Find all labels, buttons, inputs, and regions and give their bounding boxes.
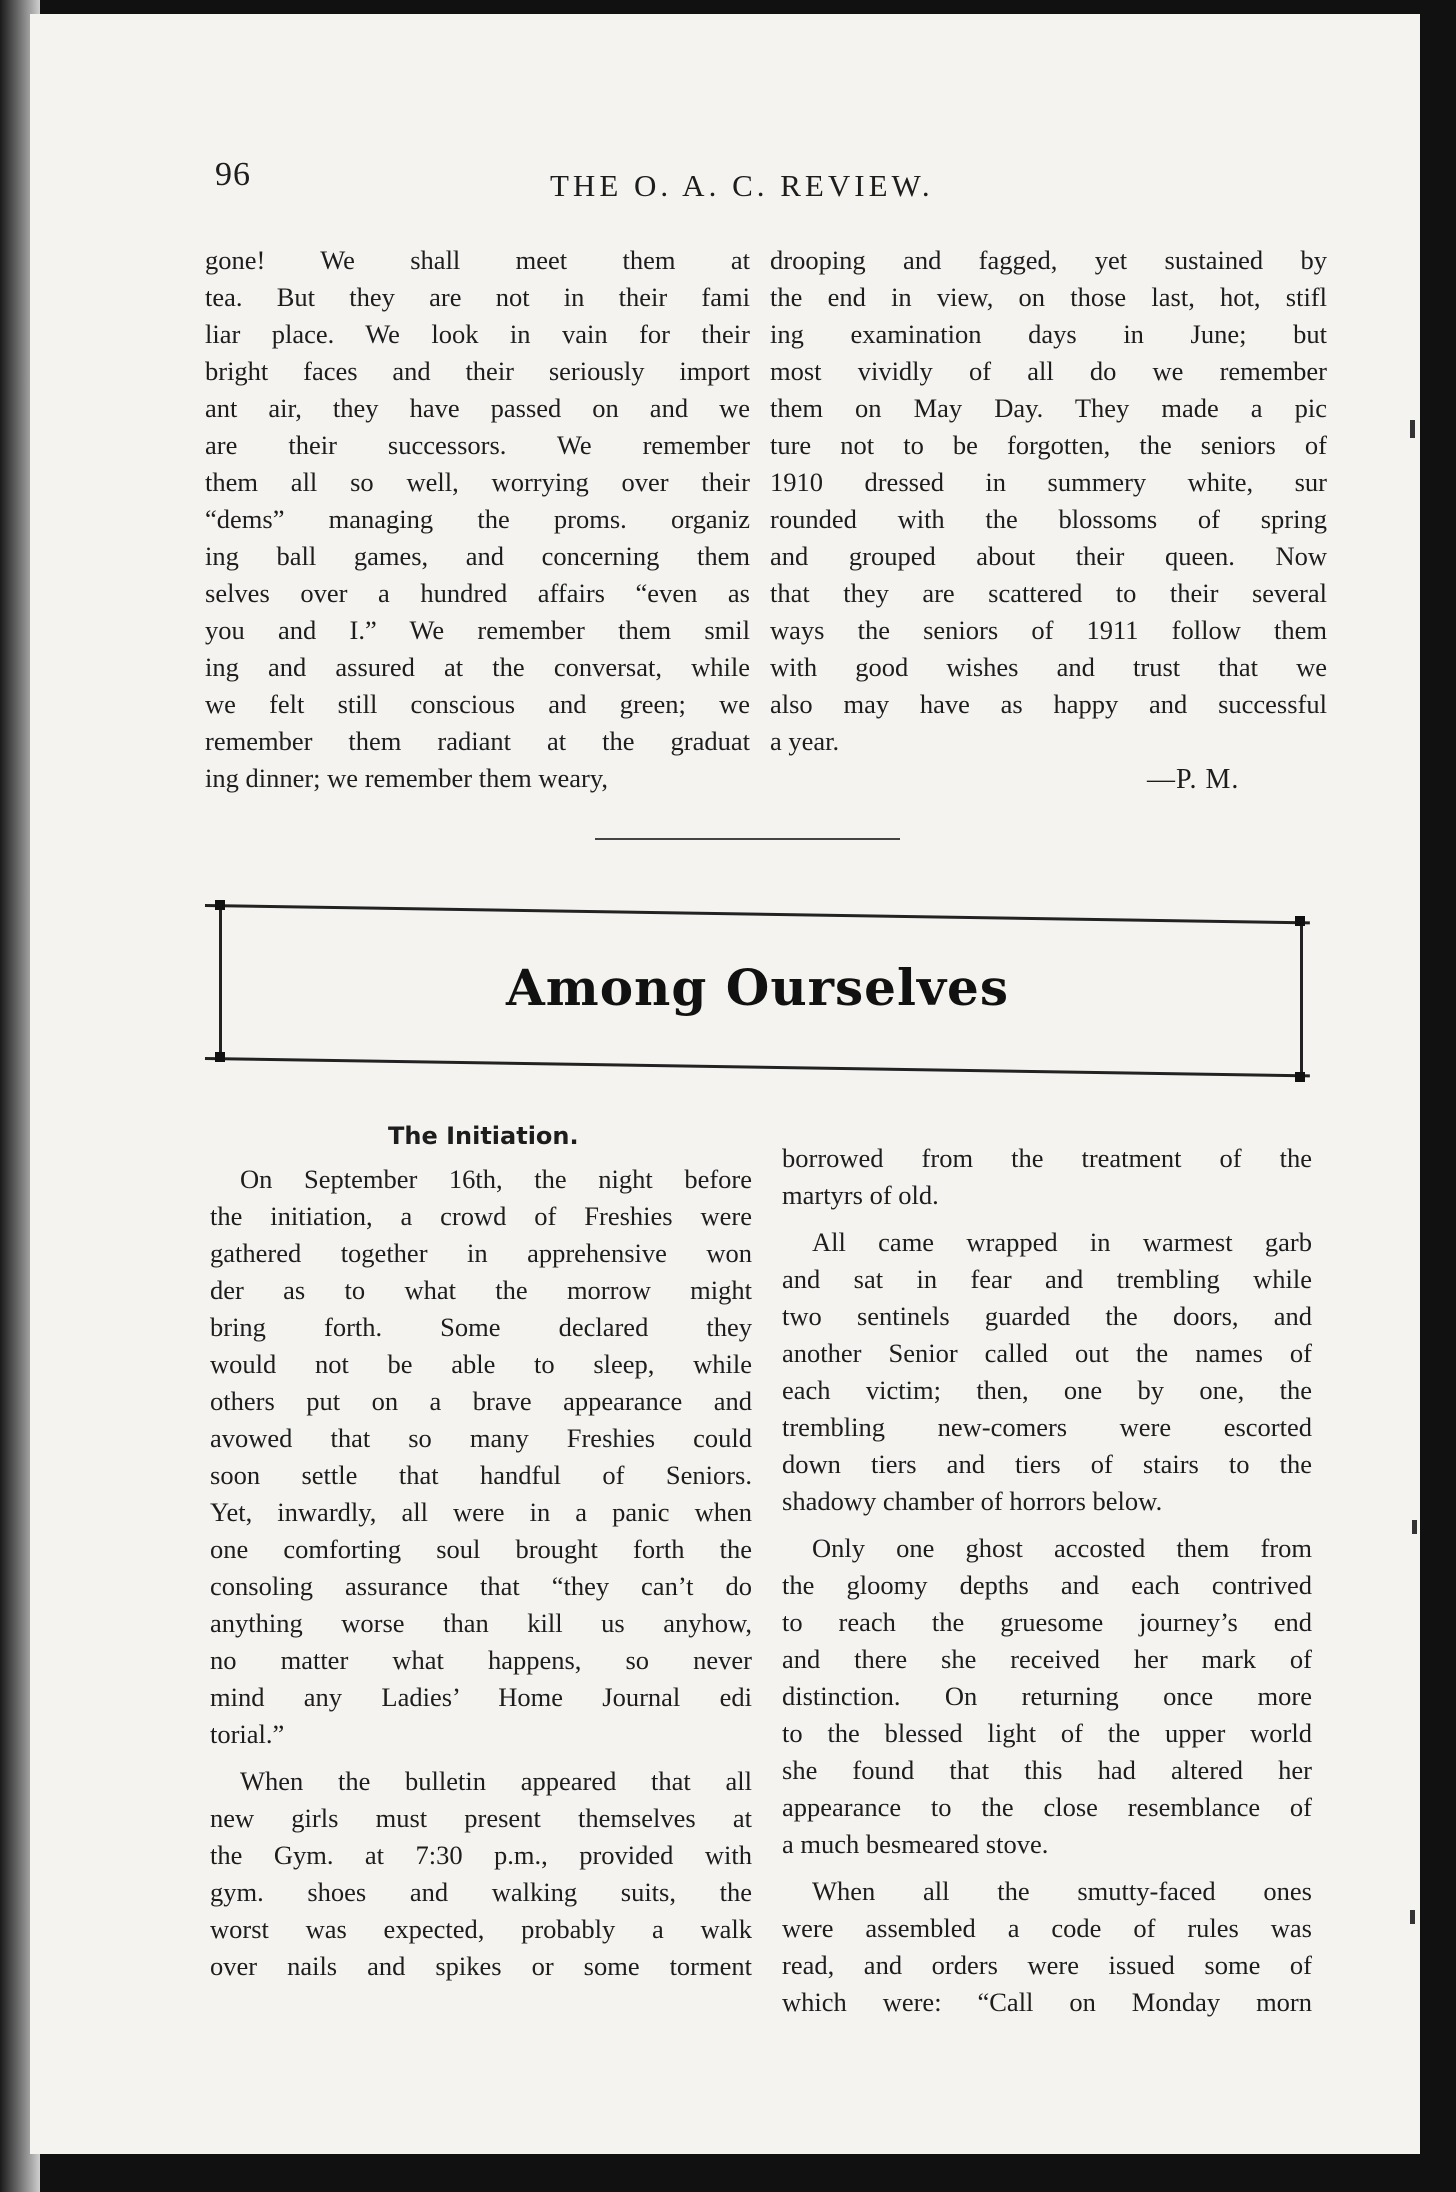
magazine-page — [30, 14, 1420, 2154]
text-line: rounded with the blossoms of spring — [770, 504, 1327, 534]
text-line: another Senior called out the names of — [782, 1338, 1312, 1368]
text-line: most vividly of all do we remember — [770, 356, 1327, 386]
text-line: gathered together in apprehensive won — [210, 1238, 752, 1268]
text-line: torial.” — [210, 1719, 285, 1749]
article2-column-right — [782, 1140, 1312, 2021]
paragraph — [782, 1224, 1312, 1520]
article1-column-left — [205, 242, 750, 797]
text-line: All came wrapped in warmest garb — [812, 1227, 1312, 1257]
text-line: them all so well, worrying over their — [205, 467, 750, 497]
text-line: ways the seniors of 1911 follow them — [770, 615, 1327, 645]
text-line: the Gym. at 7:30 p.m., provided with — [210, 1840, 752, 1870]
text-line: appearance to the close resemblance of — [782, 1792, 1312, 1822]
text-line: read, and orders were issued some of — [782, 1950, 1312, 1980]
text-line: ant air, they have passed on and we — [205, 393, 750, 423]
text-line: mind any Ladies’ Home Journal edi — [210, 1682, 752, 1712]
text-line: others put on a brave appearance and — [210, 1386, 752, 1416]
text-line: drooping and fagged, yet sustained by — [770, 245, 1327, 275]
text-line: were assembled a code of rules was — [782, 1913, 1312, 1943]
paragraph — [782, 1873, 1312, 2021]
text-line: borrowed from the treatment of the — [782, 1143, 1312, 1173]
text-line: two sentinels guarded the doors, and — [782, 1301, 1312, 1331]
text-line: consoling assurance that “they can’t do — [210, 1571, 752, 1601]
text-line: Only one ghost accosted them from — [812, 1533, 1312, 1563]
text-line: remember them radiant at the graduat — [205, 726, 750, 756]
text-line: ing examination days in June; but — [770, 319, 1327, 349]
paragraph — [210, 1161, 752, 1753]
text-line: the gloomy depths and each contrived — [782, 1570, 1312, 1600]
paragraph — [210, 1763, 752, 1985]
text-line: to reach the gruesome journey’s end — [782, 1607, 1312, 1637]
text-line: she found that this had altered her — [782, 1755, 1312, 1785]
text-line: to the blessed light of the upper world — [782, 1718, 1312, 1748]
text-line: down tiers and tiers of stairs to the — [782, 1449, 1312, 1479]
text-line: “dems” managing the proms. organiz — [205, 504, 750, 534]
section-divider — [595, 838, 900, 840]
author-signature: —P. M. — [1147, 764, 1240, 795]
article1-column-right — [770, 242, 1327, 760]
section-title: Among Ourselves — [506, 958, 1009, 1017]
text-line: that they are scattered to their several — [770, 578, 1327, 608]
box-corner-ornament — [215, 900, 225, 910]
text-line: are their successors. We remember — [205, 430, 750, 460]
text-line: them on May Day. They made a pic — [770, 393, 1327, 423]
paragraph — [782, 1140, 1312, 1214]
paragraph — [782, 1530, 1312, 1863]
text-line: a much besmeared stove. — [782, 1829, 1049, 1859]
text-line: and grouped about their queen. Now — [770, 541, 1327, 571]
box-corner-ornament — [1295, 1072, 1305, 1082]
text-line: we felt still conscious and green; we — [205, 689, 750, 719]
text-line: When all the smutty-faced ones — [812, 1876, 1312, 1906]
text-line: bring forth. Some declared they — [210, 1312, 752, 1342]
text-line: which were: “Call on Monday morn — [782, 1987, 1312, 2017]
text-line: anything worse than kill us anyhow, — [210, 1608, 752, 1638]
text-line: ing dinner; we remember them weary, — [205, 763, 608, 793]
running-head: THE O. A. C. REVIEW. — [550, 168, 934, 203]
text-line: new girls must present themselves at — [210, 1803, 752, 1833]
text-line: When the bulletin appeared that all — [240, 1766, 752, 1796]
text-line: liar place. We look in vain for their — [205, 319, 750, 349]
text-line: ing ball games, and concerning them — [205, 541, 750, 571]
text-line: soon settle that handful of Seniors. — [210, 1460, 752, 1490]
text-line: with good wishes and trust that we — [770, 652, 1327, 682]
text-line: distinction. On returning once more — [782, 1681, 1312, 1711]
text-line: each victim; then, one by one, the — [782, 1375, 1312, 1405]
text-line: gym. shoes and walking suits, the — [210, 1877, 752, 1907]
text-line: no matter what happens, so never — [210, 1645, 752, 1675]
page-number: 96 — [215, 156, 251, 193]
text-line: one comforting soul brought forth the — [210, 1534, 752, 1564]
box-bottom-rule — [205, 1057, 1310, 1077]
box-corner-ornament — [1295, 916, 1305, 926]
text-line: also may have as happy and successful — [770, 689, 1327, 719]
text-line: ture not to be forgotten, the seniors of — [770, 430, 1327, 460]
text-line: would not be able to sleep, while — [210, 1349, 752, 1379]
text-line: the end in view, on those last, hot, stifl — [770, 282, 1327, 312]
text-line: a year. — [770, 726, 840, 756]
text-line: 1910 dressed in summery white, sur — [770, 467, 1327, 497]
text-line: trembling new-comers were escorted — [782, 1412, 1312, 1442]
scan-speck — [1410, 1910, 1415, 1924]
text-line: the initiation, a crowd of Freshies were — [210, 1201, 752, 1231]
box-top-rule — [205, 904, 1310, 924]
scan-speck — [1410, 420, 1415, 438]
text-line: On September 16th, the night before — [240, 1164, 752, 1194]
text-line: tea. But they are not in their fami — [205, 282, 750, 312]
article2-column-left — [210, 1161, 752, 1985]
text-line: shadowy chamber of horrors below. — [782, 1486, 1163, 1516]
text-line: ing and assured at the conversat, while — [205, 652, 750, 682]
text-line: bright faces and their seriously import — [205, 356, 750, 386]
text-line: over nails and spikes or some torment — [210, 1951, 752, 1981]
text-line: and sat in fear and trembling while — [782, 1264, 1312, 1294]
text-line: you and I.” We remember them smil — [205, 615, 750, 645]
box-corner-ornament — [215, 1052, 225, 1062]
article-title: The Initiation. — [388, 1122, 579, 1150]
text-line: Yet, inwardly, all were in a panic when — [210, 1497, 752, 1527]
text-line: and there she received her mark of — [782, 1644, 1312, 1674]
text-line: martyrs of old. — [782, 1180, 939, 1210]
text-line: der as to what the morrow might — [210, 1275, 752, 1305]
text-line: worst was expected, probably a walk — [210, 1914, 752, 1944]
text-line: gone! We shall meet them at — [205, 245, 750, 275]
section-heading-box — [205, 892, 1310, 1082]
text-line: selves over a hundred affairs “even as — [205, 578, 750, 608]
text-line: avowed that so many Freshies could — [210, 1423, 752, 1453]
scan-speck — [1412, 1520, 1417, 1534]
